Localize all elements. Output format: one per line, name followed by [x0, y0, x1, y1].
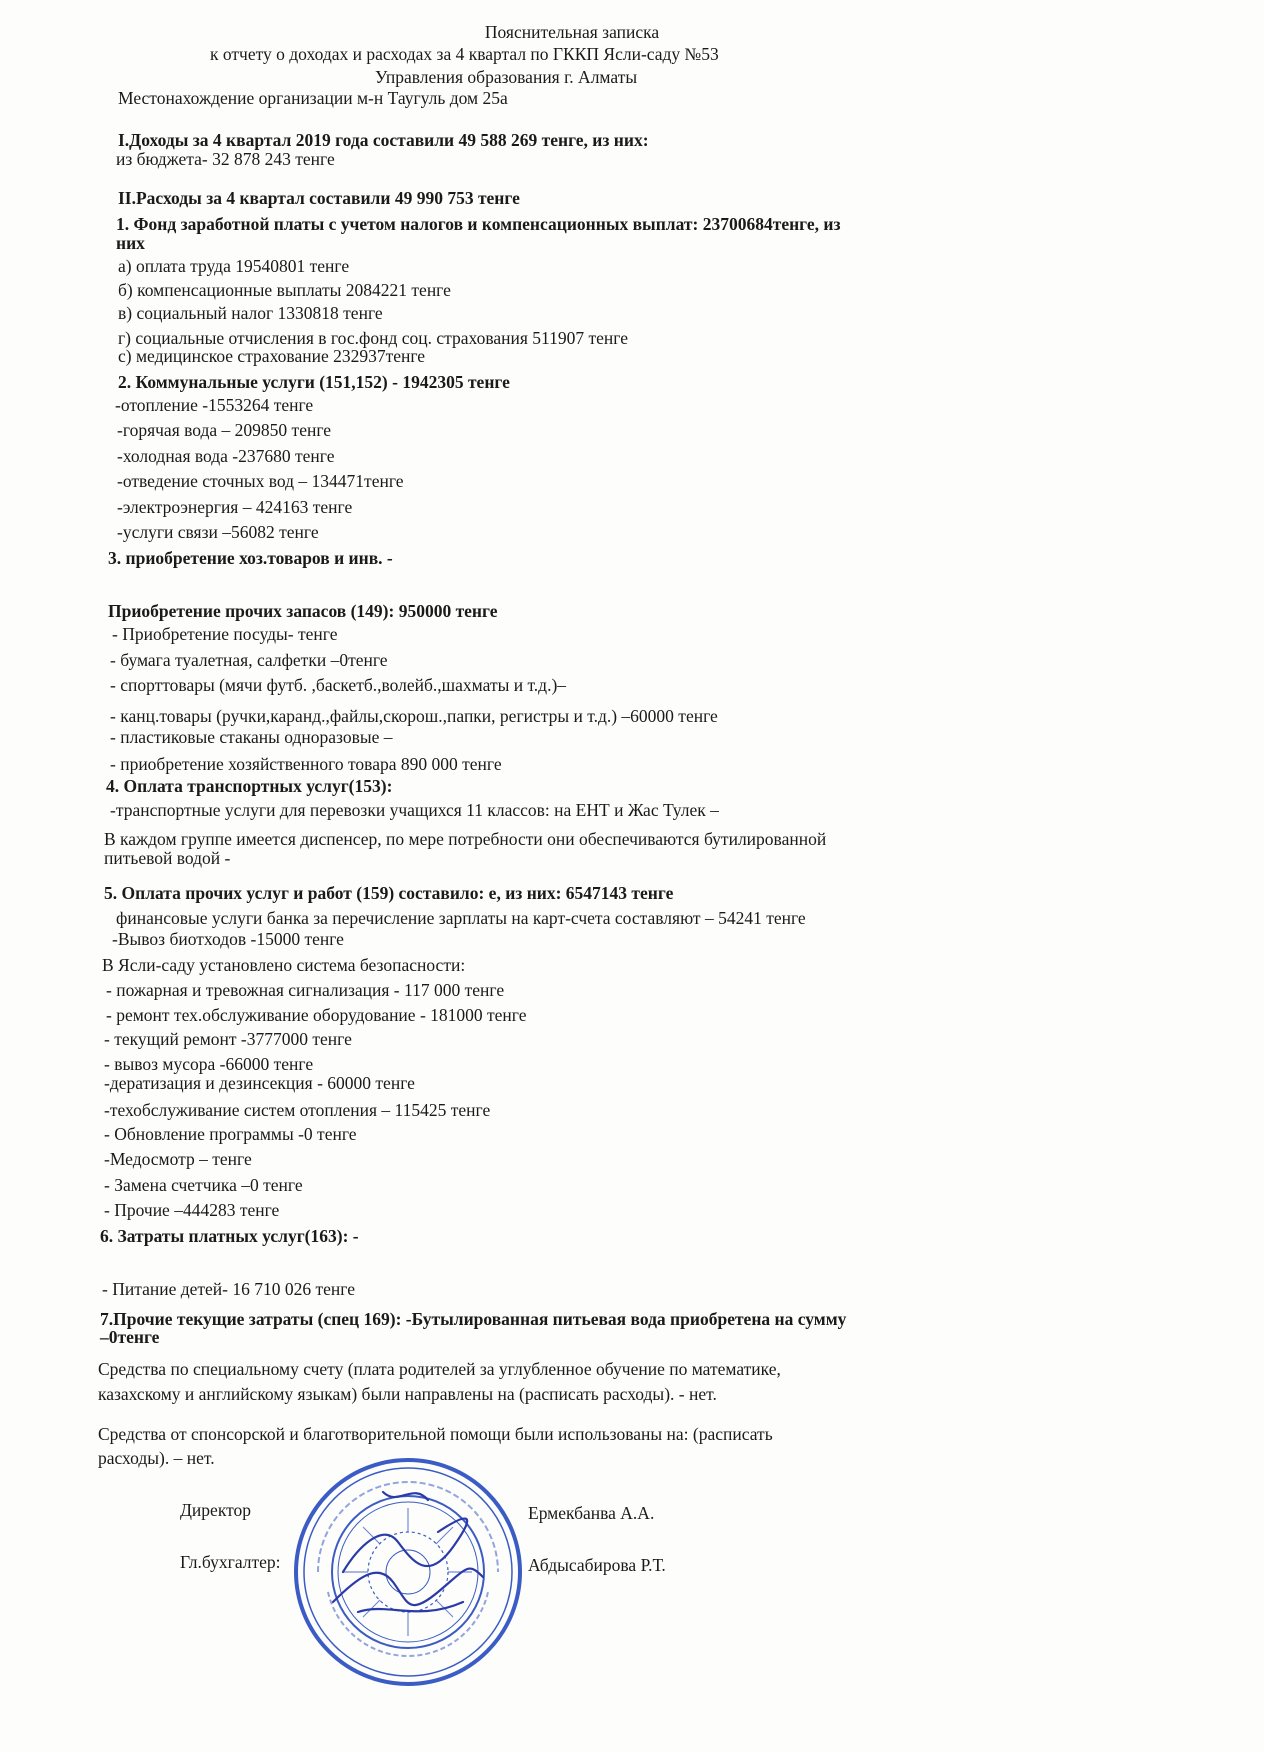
- list-item: - ремонт тех.обслуживание оборудование - 181000 тенге: [106, 1005, 527, 1025]
- director-label: Директор: [180, 1500, 252, 1520]
- accountant-label: Гл.бухгалтер:: [180, 1552, 281, 1572]
- sponsor-text-cont: расходы). – нет.: [98, 1448, 215, 1468]
- list-item: - пластиковые стаканы одноразовые –: [110, 727, 393, 747]
- accountant-name: Абдысабирова Р.Т.: [528, 1555, 666, 1575]
- list-item: б) компенсационные выплаты 2084221 тенге: [118, 280, 451, 300]
- list-item: г) социальные отчисления в гос.фонд соц. страхования 511907 тенге: [118, 328, 629, 348]
- list-item: -холодная вода -237680 тенге: [117, 446, 335, 466]
- list-item: в) социальный налог 1330818 тенге: [118, 303, 383, 323]
- list-item: -Медосмотр – тенге: [104, 1149, 252, 1169]
- income-title: I.Доходы за 4 квартал 2019 года составили 49 588 269 тенге, из них:: [118, 130, 649, 150]
- section-6-title: 6. Затраты платных услуг(163): -: [100, 1226, 359, 1246]
- list-item: -транспортные услуги для перевозки учащихся 11 классов: на ЕНТ и Жас Тулек –: [110, 800, 719, 820]
- list-item: финансовые услуги банка за перечисление зарплаты на карт-счета составляют – 54241 тенге: [116, 908, 806, 928]
- section-5-title: 5. Оплата прочих услуг и работ (159) составило: е, из них: 6547143 тенге: [104, 883, 674, 903]
- list-item: - пожарная и тревожная сигнализация - 117 000 тенге: [106, 980, 505, 1000]
- list-item: -услуги связи –56082 тенге: [117, 522, 319, 542]
- list-item: -отопление -1553264 тенге: [115, 395, 314, 415]
- section-7-title-cont: –0тенге: [100, 1327, 160, 1347]
- special-account-text-cont: казахскому и английскому языкам) были направлены на (расписать расходы). - нет.: [98, 1384, 717, 1404]
- director-name: Ермекбанва А.А.: [528, 1503, 655, 1523]
- list-item: - Обновление программы -0 тенге: [104, 1124, 357, 1144]
- section-3-subtitle: Приобретение прочих запасов (149): 950000 тенге: [108, 601, 498, 621]
- doc-subtitle: к отчету о доходах и расходах за 4 квартал по ГККП Ясли-саду №53: [210, 44, 719, 64]
- list-item: -отведение сточных вод – 134471тенге: [117, 471, 404, 491]
- official-stamp: [288, 1452, 528, 1692]
- list-item: - бумага туалетная, салфетки –0тенге: [110, 650, 388, 670]
- expenses-title: II.Расходы за 4 квартал составили 49 990 753 тенге: [118, 188, 520, 208]
- list-item: -техобслуживание систем отопления – 115425 тенге: [104, 1100, 491, 1120]
- special-account-text: Средства по специальному счету (плата родителей за углубленное обучение по математике,: [98, 1359, 781, 1379]
- location: Местонахождение организации м-н Таугуль дом 25а: [118, 88, 508, 108]
- list-item: - вывоз мусора -66000 тенге: [104, 1054, 314, 1074]
- list-item: с) медицинское страхование 232937тенге: [118, 346, 426, 366]
- section-2-title: 2. Коммунальные услуги (151,152) - 1942305 тенге: [118, 372, 510, 392]
- doc-title: Пояснительная записка: [484, 22, 660, 42]
- section-1-title-cont: них: [116, 233, 145, 253]
- income-budget: из бюджета- 32 878 243 тенге: [116, 149, 335, 169]
- list-item: а) оплата труда 19540801 тенге: [118, 256, 350, 276]
- note-text: В каждом группе имеется диспенсер, по мере потребности они обеспечиваются бутилированной: [104, 829, 827, 849]
- doc-subtitle-2: Управления образования г. Алматы: [375, 67, 638, 87]
- list-item: -дератизация и дезинсекция - 60000 тенге: [104, 1073, 415, 1093]
- list-item: -электроэнергия – 424163 тенге: [117, 497, 353, 517]
- list-item: - Замена счетчика –0 тенге: [104, 1175, 303, 1195]
- list-item: В Ясли-саду установлено система безопасности:: [102, 955, 466, 975]
- list-item: -Вывоз биотходов -15000 тенге: [112, 929, 344, 949]
- note-text-cont: питьевой водой -: [104, 848, 231, 868]
- section-7-title: 7.Прочие текущие затраты (спец 169): -Бутылированная питьевая вода приобретена на сумму: [100, 1309, 847, 1329]
- list-item: - Прочие –444283 тенге: [104, 1200, 280, 1220]
- list-item: - спорттовары (мячи футб. ,баскетб.,волейб.,шахматы и т.д.)–: [110, 675, 567, 695]
- list-item: - приобретение хозяйственного товара 890 000 тенге: [110, 754, 502, 774]
- section-1-title: 1. Фонд заработной платы с учетом налогов и компенсационных выплат: 23700684тенге, из: [116, 214, 841, 234]
- list-item: - Питание детей- 16 710 026 тенге: [102, 1279, 355, 1299]
- section-3-title: 3. приобретение хоз.товаров и инв. -: [108, 548, 393, 568]
- sponsor-text: Средства от спонсорской и благотворительной помощи были использованы на: (расписать: [98, 1424, 773, 1444]
- section-4-title: 4. Оплата транспортных услуг(153):: [106, 776, 393, 796]
- list-item: -горячая вода – 209850 тенге: [117, 420, 332, 440]
- list-item: - текущий ремонт -3777000 тенге: [104, 1029, 352, 1049]
- list-item: - канц.товары (ручки,каранд.,файлы,скорош.,папки, регистры и т.д.) –60000 тенге: [110, 706, 718, 726]
- list-item: - Приобретение посуды- тенге: [112, 624, 338, 644]
